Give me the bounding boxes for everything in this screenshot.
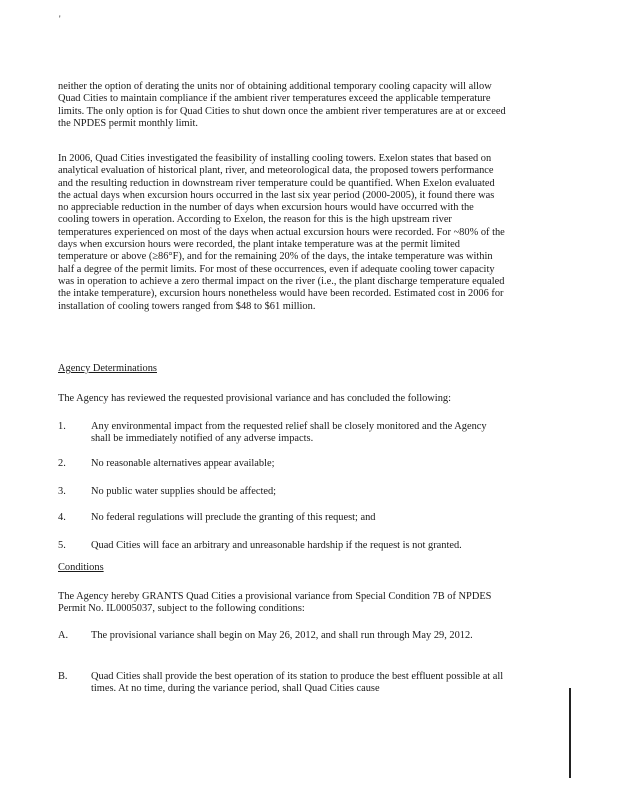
item-text: Any environmental impact from the requested relief shall be closely monitored and the Agency shall be immediately notified of any adverse impacts.: [91, 421, 487, 445]
item-number: 2.: [58, 458, 66, 469]
determination-item-1: [58, 421, 506, 446]
item-number: 3.: [58, 486, 66, 497]
paragraph-cooling-towers: In 2006, Quad Cities investigated the feasibility of installing cooling towers. Exelon states that based on analytical evaluation of historical plant, river, and meteorological data, the proposed towers performance and the resulting reduction in downstream river temperature could be quantified. When Exelon evaluated the actual days when excursion hours occurred in the last six year period (2000-2005), it found there was no appreciable reduction in the number of days when excursion hours would have occurred with the cooling towers in operation. According to Exelon, the reason for this is the high upstream river temperatures experienced on most of the days when actual excursion hours were recorded. For ~80% of the days when excursion hours were recorded, the plant intake temperature was at the permit limited temperature or above (≥86°F), and for the remaining 20% of the days, the intake temperature was within half a degree of the permit limits. For most of these occurrences, even if adequate cooling tower capacity was in operation to achieve a zero thermal impact on the river (i.e., the plant discharge temperature equaled the intake temperature), excursion hours nonetheless would have been recorded. Estimated cost in 2006 for installation of cooling towers ranged from $48 to $61 million.: [58, 153, 505, 312]
determination-item-4: [58, 512, 506, 524]
condition-item-a: [58, 630, 506, 642]
conditions-intro-text: The Agency hereby GRANTS Quad Cities a provisional variance from Special Condition 7B of NPDES Permit No. IL0005037, subject to the following conditions:: [58, 591, 492, 615]
item-text: Quad Cities shall provide the best operation of its station to produce the best effluent possible at all times. At no time, during the variance period, shall Quad Cities cause: [91, 671, 504, 695]
item-text: No public water supplies should be affected;: [91, 486, 277, 497]
agency-intro-text: The Agency has reviewed the requested provisional variance and has concluded the following:: [58, 393, 451, 404]
determination-item-2: [58, 458, 506, 470]
item-text: The provisional variance shall begin on May 26, 2012, and shall run through May 29, 2012.: [91, 630, 473, 641]
condition-item-b: [58, 671, 506, 696]
item-letter: A.: [58, 630, 69, 641]
page-mark: ': [59, 14, 61, 24]
item-number: 5.: [58, 540, 66, 551]
item-number: 1.: [58, 421, 66, 432]
item-text: No reasonable alternatives appear available;: [91, 458, 275, 469]
paragraph-options: neither the option of derating the units nor of obtaining additional temporary cooling capacity will allow Quad Cities to maintain compliance if the ambient river temperatures exceed the applicable temperature limits. The only option is for Quad Cities to shut down once the ambient river temperatures are at or exceed the NPDES permit monthly limit.: [58, 81, 506, 129]
heading-agency-determinations: Agency Determinations: [58, 363, 157, 374]
item-text: Quad Cities will face an arbitrary and unreasonable hardship if the request is not granted.: [91, 540, 462, 551]
determination-item-3: [58, 486, 506, 498]
margin-revision-bar: [569, 688, 571, 778]
item-text: No federal regulations will preclude the granting of this request; and: [91, 512, 376, 523]
heading-conditions: Conditions: [58, 562, 104, 573]
item-letter: B.: [58, 671, 68, 682]
item-number: 4.: [58, 512, 66, 523]
determination-item-5: [58, 540, 506, 552]
